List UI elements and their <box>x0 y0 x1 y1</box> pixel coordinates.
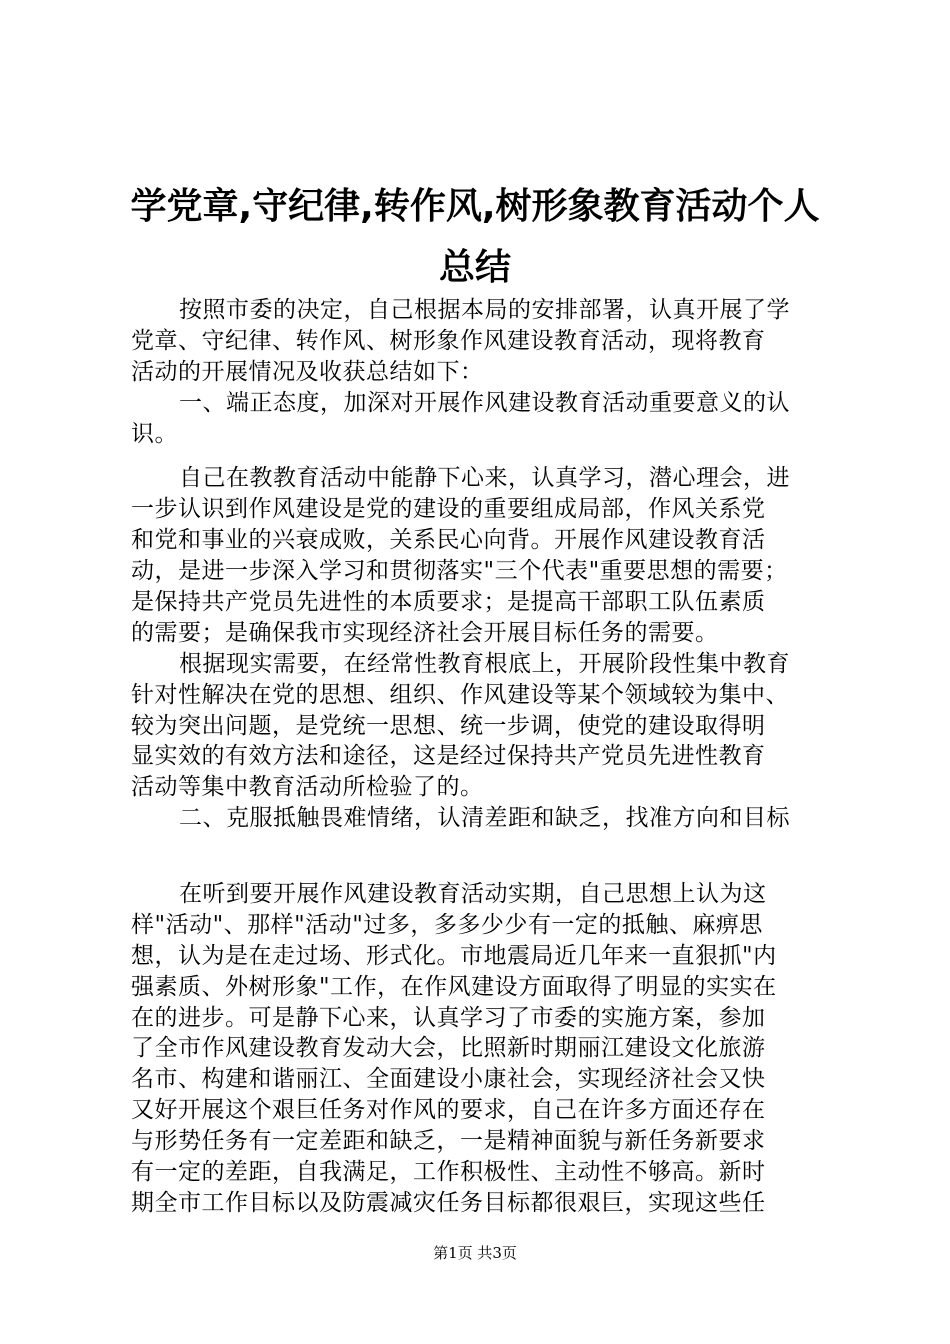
body-line: 和党和事业的兴衰成败，关系民心向背。开展作风建设教育活 <box>131 527 766 554</box>
body-line: 活动等集中教育活动所检验了的。 <box>131 774 484 801</box>
body-line: 期全市工作目标以及防震减灾任务目标都很艰巨，实现这些任 <box>131 1189 766 1216</box>
body-line: 动，是进一步深入学习和贯彻落实"三个代表"重要思想的需要； <box>131 558 788 585</box>
body-line: 名市、构建和谐丽江、全面建设小康社会，实现经济社会又快 <box>131 1066 766 1093</box>
page-footer: 第1页 共3页 <box>433 1244 517 1262</box>
body-line: 的需要；是确保我市实现经济社会开展目标任务的需要。 <box>131 619 719 646</box>
body-line: 自己在教教育活动中能静下心来，认真学习，潜心理会，进 <box>179 465 790 492</box>
body-line: 显实效的有效方法和途径，这是经过保持共产党员先进性教育 <box>131 743 766 770</box>
body-line: 识。 <box>131 420 178 447</box>
body-line: 在听到要开展作风建设教育活动实期，自己思想上认为这 <box>179 881 767 908</box>
paragraph-gap <box>131 865 831 879</box>
section-heading-1: 一、端正态度，加深对开展作风建设教育活动重要意义的认 <box>179 389 790 416</box>
body-line: 了全市作风建设教育发动大会，比照新时期丽江建设文化旅游 <box>131 1035 766 1062</box>
body-line: 是保持共产党员先进性的本质要求；是提高干部职工队伍素质 <box>131 589 766 616</box>
body-line: 按照市委的决定，自己根据本局的安排部署，认真开展了学 <box>179 297 790 323</box>
body-line: 强素质、外树形象"工作，在作风建设方面取得了明显的实实在 <box>131 973 777 1000</box>
body-line: 又好开展这个艰巨任务对作风的要求，自己在许多方面还存在 <box>131 1097 766 1124</box>
body-line: 样"活动"、那样"活动"过多，多多少少有一定的抵触、麻痹思 <box>131 911 763 938</box>
body-line: 根据现实需要，在经常性教育根底上，开展阶段性集中教育 <box>179 650 790 677</box>
document-title-line-1: 学党章,守纪律,转作风,树形象教育活动个人 <box>130 186 820 227</box>
section-heading-2: 二、克服抵触畏难情绪，认清差距和缺乏，找准方向和目标 <box>179 805 790 832</box>
body-line: 针对性解决在党的思想、组织、作风建设等某个领域较为集中、 <box>131 681 789 708</box>
blank-line <box>131 834 831 865</box>
body-line: 在的进步。可是静下心来，认真学习了市委的实施方案，参加 <box>131 1004 766 1031</box>
body-line: 党章、守纪律、转作风、树形象作风建设教育活动，现将教育 <box>131 327 766 354</box>
body-line: 活动的开展情况及收获总结如下： <box>131 358 484 385</box>
body-line: 一步认识到作风建设是党的建设的重要组成局部，作风关系党 <box>131 496 766 523</box>
document-body <box>131 295 831 1219</box>
document-title-line-2: 总结 <box>438 247 511 288</box>
body-line: 想，认为是在走过场、形式化。市地震局近几年来一直狠抓"内 <box>131 942 777 969</box>
body-line: 有一定的差距，自我满足，工作积极性、主动性不够高。新时 <box>131 1159 766 1186</box>
paragraph-gap <box>131 449 831 463</box>
body-line: 与形势任务有一定差距和缺乏，一是精神面貌与新任务新要求 <box>131 1128 766 1155</box>
body-line: 较为突出问题，是党统一思想、统一步调，使党的建设取得明 <box>131 712 766 739</box>
